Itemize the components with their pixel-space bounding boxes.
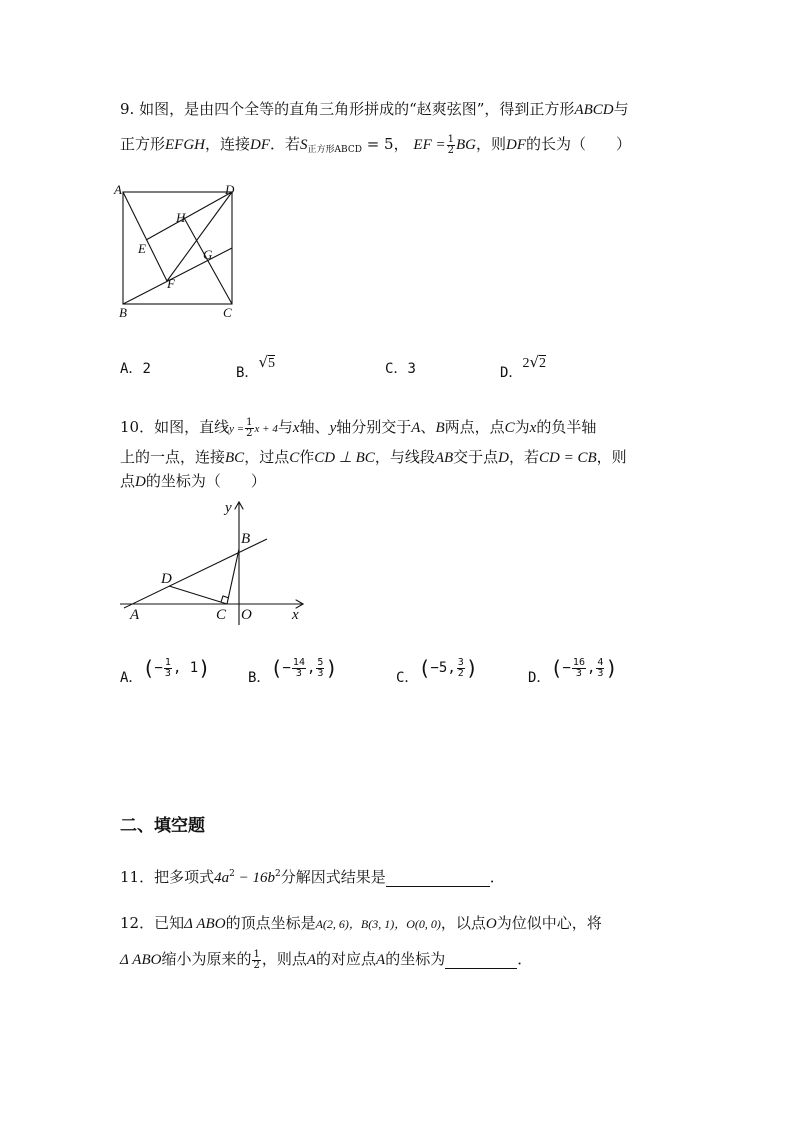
- q11-text-b: 分解因式结果是: [280, 868, 386, 886]
- q10-option-b[interactable]: [248, 656, 338, 686]
- q10-label-y: y: [225, 500, 232, 516]
- q12-pa2: A: [376, 952, 386, 968]
- q9-option-a-label: A．: [120, 361, 143, 377]
- q9-text-a: 如图，是由四个全等的直角三角形拼成的“赵爽弦图”，得到正方形: [139, 100, 575, 118]
- q9-option-b-label: B．: [236, 365, 259, 381]
- q10-y: y: [329, 420, 337, 436]
- q9-figure: [112, 180, 247, 325]
- q10-sep: 、: [420, 418, 436, 436]
- q10-text-e: 两点，点: [444, 418, 505, 436]
- q12-text-a: 已知: [154, 914, 185, 932]
- q9-option-b[interactable]: [236, 352, 275, 381]
- q9-line-bg: [123, 248, 232, 304]
- q12-line2-c: 的对应点: [316, 950, 377, 968]
- q12-line2-a: 缩小为原来的: [161, 950, 252, 968]
- q9-text-f: ，则: [475, 135, 506, 153]
- q9-text-e: ．若: [270, 135, 301, 153]
- q9-sqrt-icon-d: √: [529, 353, 539, 371]
- q9-option-c-label: C．: [385, 361, 408, 377]
- q10-eq-den: 2: [246, 427, 253, 439]
- q9-s-symbol: S: [300, 137, 308, 153]
- q10-option-b-minus: −: [282, 660, 291, 676]
- q10-line3-a: 点: [120, 472, 136, 490]
- q9-frac-num: 1: [447, 133, 454, 145]
- q12-number: 12．: [120, 914, 155, 932]
- q10-option-a[interactable]: [120, 656, 211, 686]
- q9-frac-den: 2: [447, 144, 454, 156]
- q10-option-a-label: A．: [120, 670, 143, 686]
- q10-text-g: 的负半轴: [536, 418, 597, 436]
- q10-label-x: x: [292, 607, 299, 623]
- q10-label-c: C: [216, 607, 227, 623]
- q10-option-d-lparen: (: [550, 656, 563, 680]
- q10-pa: A: [411, 420, 421, 436]
- q10-option-d-frac2: [596, 658, 604, 679]
- q9-number: 9.: [120, 100, 135, 118]
- q9-df: DF: [250, 137, 271, 153]
- q9-line-ed: [146, 192, 232, 240]
- q10-figure: [112, 495, 312, 630]
- q11-number: 11．: [120, 868, 155, 886]
- q12-line1: [120, 912, 602, 933]
- q9-s-eq: = 5: [366, 135, 394, 153]
- q9-option-c-value: 3: [407, 361, 416, 377]
- q9-label-b: B: [119, 305, 127, 320]
- q10-eq-num: 1: [246, 416, 253, 428]
- q10-label-o: O: [241, 607, 252, 623]
- q9-text-c: 正方形: [120, 135, 166, 153]
- q10-pc2: C: [289, 450, 300, 466]
- q11-end: ．: [489, 868, 505, 886]
- q9-option-d-rad: 2: [539, 356, 546, 371]
- q10-option-b-frac2: [316, 658, 324, 679]
- q10-option-a-rparen: ): [198, 656, 211, 680]
- q10-option-d-comma: ,: [586, 660, 596, 676]
- q10-option-a-frac: [164, 658, 172, 679]
- q11-expr-sup2: 2: [274, 869, 281, 879]
- q10-option-b-den: 3: [295, 667, 302, 679]
- q10-label-b: B: [241, 531, 251, 547]
- q12-answer-blank[interactable]: [445, 950, 517, 969]
- q10-pc: C: [504, 420, 515, 436]
- q9-label-c: C: [223, 305, 232, 320]
- q10-option-c-frac: [457, 658, 465, 679]
- q10-option-d-frac1: [572, 658, 586, 679]
- q12-line2-b: ，则点: [261, 950, 307, 968]
- q12-line2-d: 的坐标为: [385, 950, 446, 968]
- q9-option-d-coef: 2: [522, 356, 530, 371]
- q11-expr-sup: 2: [229, 869, 235, 879]
- q10-line2: [120, 446, 627, 467]
- q10-option-d-den: 3: [575, 667, 582, 679]
- q9-label-g: G: [203, 247, 213, 262]
- q12-line2-tri: Δ ABO: [120, 952, 162, 968]
- q10-option-b-lparen: (: [270, 656, 283, 680]
- q12-o: O: [485, 916, 497, 932]
- q10-line2-f: ，若: [509, 448, 540, 466]
- q11-expr: 4a: [214, 870, 230, 886]
- q9-option-d-label: D．: [500, 365, 523, 381]
- q12-line2: [120, 948, 532, 971]
- q9-text-g: 的长为（ ）: [526, 135, 632, 153]
- q9-label-h: H: [176, 210, 186, 225]
- q10-line1: [120, 416, 596, 439]
- q10-option-b-label: B．: [248, 670, 271, 686]
- q12-frac-den: 2: [253, 959, 260, 971]
- q10-line3-b: 的坐标为（ ）: [145, 472, 266, 490]
- q9-label-e: E: [138, 241, 146, 256]
- q11-text-a: 把多项式: [154, 868, 215, 886]
- q10-option-c[interactable]: [396, 656, 478, 686]
- q10-eq-frac: [245, 418, 253, 439]
- q9-square-abcd: ABCD: [574, 102, 614, 118]
- q10-line2-d: ，与线段: [374, 448, 435, 466]
- q9-bg: BG: [455, 137, 476, 153]
- q10-option-d-num: 16: [572, 656, 585, 668]
- q10-option-d-den2: 3: [597, 667, 604, 679]
- q10-option-d-num2: 4: [597, 656, 604, 668]
- q10-option-b-den2: 3: [317, 667, 324, 679]
- q9-sqrt-icon: √: [258, 353, 268, 371]
- q10-x2: x: [529, 420, 537, 436]
- q10-option-b-comma: ,: [306, 660, 316, 676]
- q10-text-f: 为: [514, 418, 530, 436]
- q10-option-d-minus: −: [562, 660, 571, 676]
- q9-line1: [120, 98, 629, 119]
- q10-option-a-den: 3: [164, 667, 171, 679]
- q10-line-cd: [169, 586, 227, 604]
- q9-option-a-value: 2: [142, 361, 151, 377]
- q9-option-a[interactable]: [120, 358, 151, 378]
- q10-line3: [120, 470, 266, 491]
- q10-option-a-minus: −: [154, 660, 163, 676]
- q9-option-b-value: 5: [268, 356, 275, 371]
- q10-eq-rest: x + 4: [254, 423, 278, 435]
- q10-option-c-den: 2: [457, 667, 464, 679]
- q9-line-df: [167, 192, 232, 281]
- q9-text-b: 与: [613, 100, 629, 118]
- q12-fraction: [252, 950, 260, 971]
- q12-coords: A(2, 6)，B(3, 1)，O(0, 0): [315, 917, 441, 931]
- q10-option-c-label: C．: [396, 670, 419, 686]
- q12-pa: A: [306, 952, 317, 968]
- q10-pb: B: [435, 420, 445, 436]
- q9-square-efgh: EFGH: [165, 137, 206, 153]
- q11-line: [120, 866, 505, 887]
- q10-option-b-num2: 5: [317, 656, 324, 668]
- q9-label-d: D: [225, 182, 235, 197]
- q10-text-d: 轴分别交于: [336, 418, 412, 436]
- q10-option-d-label: D．: [528, 670, 551, 686]
- q10-option-a-lparen: (: [142, 656, 155, 680]
- q10-perp: CD ⊥ BC: [314, 450, 375, 466]
- q12-tri: Δ ABO: [184, 916, 226, 932]
- q10-eq-y: y =: [229, 423, 245, 435]
- q10-line-ab: [124, 539, 267, 608]
- section-heading-fill-in: 二、填空题: [120, 816, 205, 836]
- q10-text-b: 与: [277, 418, 293, 436]
- q9-s-sub: 正方形ABCD: [307, 145, 362, 155]
- q10-number: 10．: [120, 418, 155, 436]
- q9-comma: ，: [393, 135, 409, 153]
- q11-answer-blank[interactable]: [386, 868, 490, 887]
- q10-line2-g: ，则: [596, 448, 627, 466]
- q10-label-a: A: [130, 607, 140, 623]
- q9-option-c[interactable]: [385, 358, 416, 378]
- q10-option-d[interactable]: [528, 656, 618, 686]
- q10-option-c-pre: −5,: [430, 660, 456, 676]
- q10-label-d: D: [161, 571, 172, 587]
- q10-x: x: [292, 420, 300, 436]
- q10-pd2: D: [135, 474, 146, 490]
- q10-text-c: 轴、: [299, 418, 330, 436]
- q10-line2-a: 上的一点，连接: [120, 448, 226, 466]
- q10-line2-c: 作: [299, 448, 315, 466]
- q12-text-d: 为位似中心，将: [496, 914, 602, 932]
- q10-option-c-lparen: (: [418, 656, 431, 680]
- q12-text-c: ，以点: [440, 914, 486, 932]
- q9-label-f: F: [167, 276, 175, 291]
- q9-line-ab: [123, 192, 167, 281]
- q10-line2-e: 交于点: [453, 448, 499, 466]
- q12-end: ．: [517, 950, 533, 968]
- q10-option-b-rparen: ): [325, 656, 338, 680]
- q10-option-a-rest: , 1: [172, 660, 199, 676]
- q10-bc: BC: [225, 450, 245, 466]
- q11-expr-mid: − 16b: [234, 870, 275, 886]
- q9-option-d[interactable]: [500, 352, 546, 381]
- q9-label-a: A: [114, 182, 122, 197]
- q12-text-b: 的顶点坐标是: [225, 914, 316, 932]
- q9-line2: [120, 133, 631, 156]
- q10-option-c-num: 3: [457, 656, 464, 668]
- q10-ab: AB: [434, 450, 454, 466]
- q10-line2-b: ，过点: [244, 448, 290, 466]
- q9-text-d: ，连接: [205, 135, 251, 153]
- q9-df2: DF: [506, 137, 526, 153]
- q10-option-b-num: 14: [292, 656, 305, 668]
- q10-option-c-rparen: ): [465, 656, 478, 680]
- q9-fraction: [447, 135, 455, 156]
- q9-ef: EF =: [413, 137, 446, 153]
- q10-cdcb: CD = CB: [539, 450, 597, 466]
- q10-option-a-num: 1: [164, 656, 171, 668]
- q10-option-d-rparen: ): [605, 656, 618, 680]
- q12-frac-num: 1: [253, 948, 260, 960]
- q10-option-b-frac1: [292, 658, 306, 679]
- q10-text-a: 如图，直线: [154, 418, 230, 436]
- q10-pd: D: [498, 450, 510, 466]
